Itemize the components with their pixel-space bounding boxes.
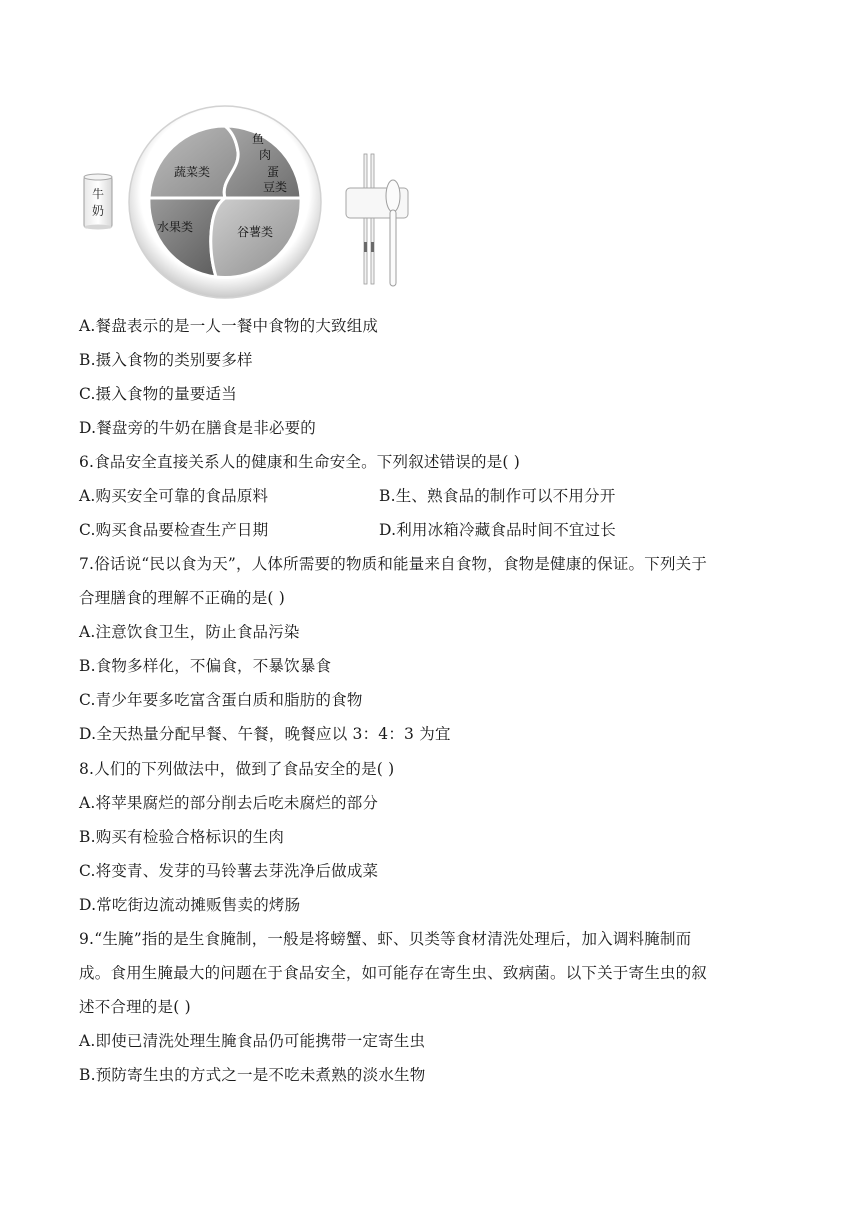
q8-option-b: B.购买有检验合格标识的生肉 <box>79 828 285 846</box>
q8-stem: 8.人们的下列做法中，做到了食品安全的是( ) <box>79 760 395 778</box>
q6-option-c: C.购买食品要检查生产日期 <box>79 521 269 539</box>
chopsticks-and-spoon <box>346 154 408 286</box>
q9-stem-line-2: 成。食用生腌最大的问题在于食品安全，如可能存在寄生虫、致病菌。以下关于寄生虫的叙 <box>79 964 708 982</box>
q7-option-b: B.食物多样化，不偏食，不暴饮暴食 <box>79 657 332 675</box>
q9-option-a: A.即使已清洗处理生腌食品仍可能携带一定寄生虫 <box>79 1032 426 1050</box>
q8-option-d: D.常吃街边流动摊贩售卖的烤肠 <box>79 896 301 914</box>
q9-stem-line-1: 9.“生腌”指的是生食腌制，一般是将螃蟹、虾、贝类等食材清洗处理后，加入调料腌制而 <box>79 930 692 948</box>
q6-option-a: A.购买安全可靠的食品原料 <box>79 487 269 505</box>
milk-glass <box>84 174 112 230</box>
plate-section-vegetables: 蔬菜类 <box>173 165 211 179</box>
q5-option-d: D.餐盘旁的牛奶在膳食是非必要的 <box>79 419 317 437</box>
plate-section-grains: 谷薯类 <box>236 225 274 239</box>
q6-option-d: D.利用冰箱冷藏食品时间不宜过长 <box>379 521 617 539</box>
plate-section-fish-1: 鱼 <box>251 132 265 146</box>
q5-option-c: C.摄入食物的量要适当 <box>79 385 237 403</box>
plate-illustration <box>80 100 430 305</box>
plate-section-fruits: 水果类 <box>156 220 194 234</box>
plate <box>129 106 321 298</box>
q5-option-b: B.摄入食物的类别要多样 <box>79 351 253 369</box>
q9-stem-line-3: 述不合理的是( ) <box>79 998 191 1016</box>
q7-option-d: D.全天热量分配早餐、午餐，晚餐应以 3：4：3 为宜 <box>79 725 451 743</box>
plate-section-fish-4: 豆类 <box>262 180 288 194</box>
q8-option-a: A.将苹果腐烂的部分削去后吃未腐烂的部分 <box>79 794 379 812</box>
q7-stem-line-2: 合理膳食的理解不正确的是( ) <box>79 589 286 607</box>
plate-section-fish-2: 肉 <box>258 148 272 162</box>
plate-section-fish-3: 蛋 <box>266 165 280 179</box>
q6-option-b: B.生、熟食品的制作可以不用分开 <box>379 487 616 505</box>
q6-stem: 6.食品安全直接关系人的健康和生命安全。下列叙述错误的是( ) <box>79 453 521 471</box>
q7-option-a: A.注意饮食卫生，防止食品污染 <box>79 623 300 641</box>
milk-label-1: 牛 <box>91 187 105 201</box>
q7-option-c: C.青少年要多吃富含蛋白质和脂肪的食物 <box>79 691 363 709</box>
milk-label-2: 奶 <box>91 204 105 218</box>
balanced-diet-plate-figure <box>80 100 430 305</box>
q7-stem-line-1: 7.俗话说“民以食为天”，人体所需要的物质和能量来自食物，食物是健康的保证。下列关于 <box>79 555 708 573</box>
q8-option-c: C.将变青、发芽的马铃薯去芽洗净后做成菜 <box>79 862 379 880</box>
q9-option-b: B.预防寄生虫的方式之一是不吃未煮熟的淡水生物 <box>79 1066 426 1084</box>
q5-option-a: A.餐盘表示的是一人一餐中食物的大致组成 <box>79 317 379 335</box>
